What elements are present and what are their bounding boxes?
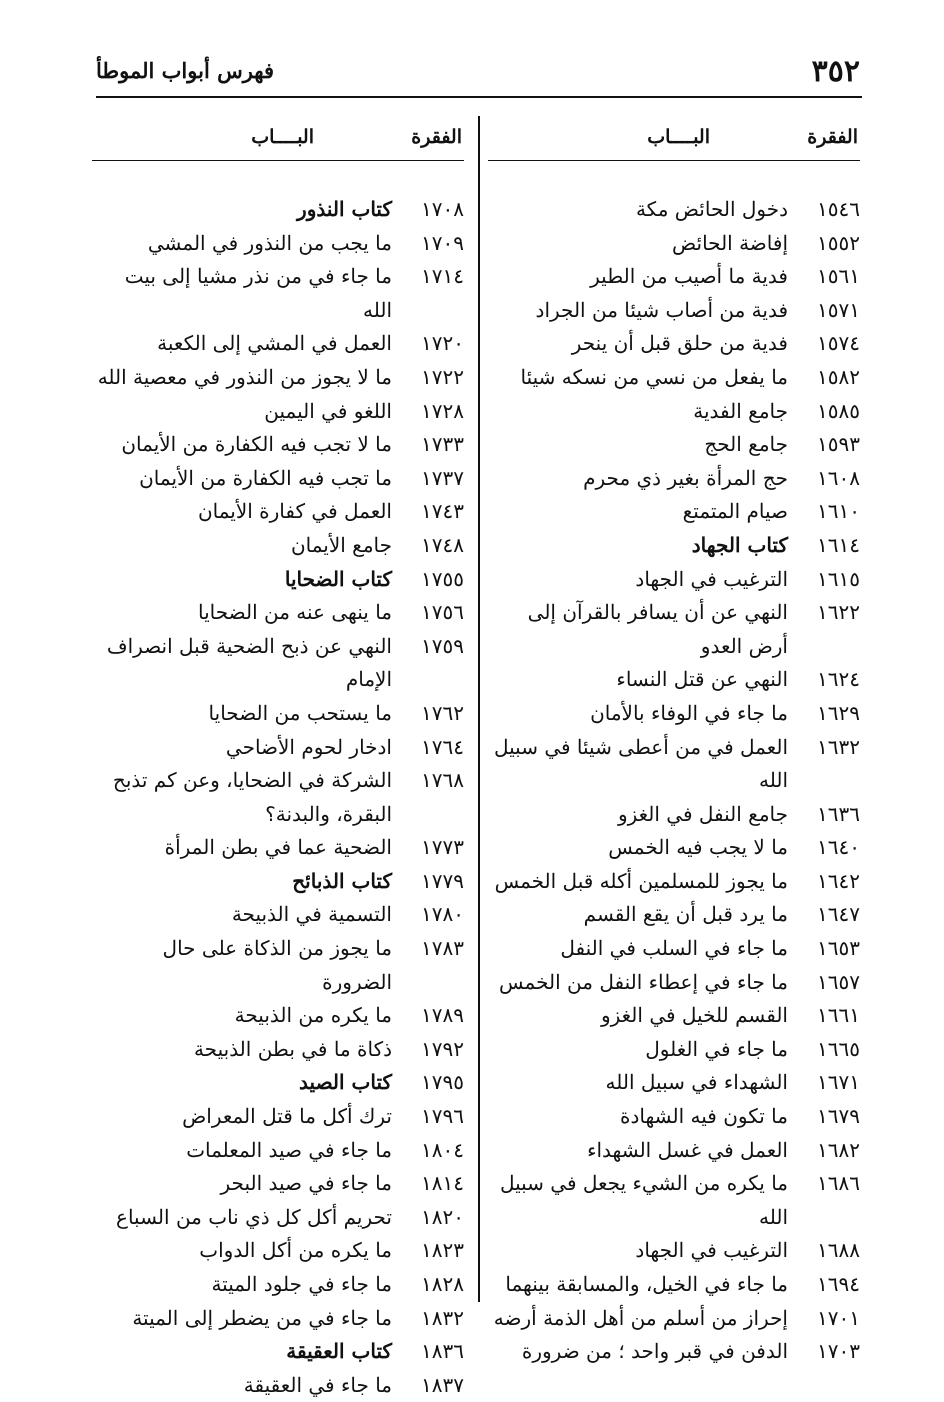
chapter-title: العمل في المشي إلى الكعبة: [157, 331, 392, 356]
chapter-title: العمل في من أعطى شيئا في سبيل الله: [493, 734, 788, 793]
chapter-title: ترك أكل ما قتل المعراض: [182, 1104, 392, 1129]
chapter-title: العمل في غسل الشهداء: [587, 1137, 788, 1162]
chapter-entry: [92, 697, 464, 731]
chapter-entry: [92, 630, 464, 697]
chapter-title: اللغو في اليمين: [264, 398, 392, 423]
chapter-entry: [488, 697, 860, 731]
chapter-title: فدية من حلق قبل أن ينحر: [571, 331, 788, 356]
chapter-entry: [488, 462, 860, 496]
chapter-title: الترغيب في الجهاد: [635, 566, 788, 591]
chapter-title: ما يرد قبل أن يقع القسم: [583, 902, 788, 927]
chapter-entry: [488, 596, 860, 663]
paragraph-number: ١٨٣٧: [421, 1372, 464, 1397]
paragraph-number: ١٦٥٣: [817, 936, 860, 961]
chapter-entry: [92, 1268, 464, 1302]
paragraph-number: ١٧٤٣: [421, 499, 464, 524]
chapter-title: ما جاء في إعطاء النفل من الخمس: [499, 969, 788, 994]
chapter-title: الضحية عما في بطن المرأة: [164, 835, 392, 860]
chapter-title: ما يكره من أكل الدواب: [199, 1238, 392, 1263]
paragraph-number: ١٧٨٩: [421, 1003, 464, 1028]
chapter-title: ادخار لحوم الأضاحي: [225, 734, 392, 759]
chapter-title: جامع الحج: [704, 432, 788, 457]
paragraph-number: ١٦٤٧: [817, 902, 860, 927]
book-title: كتاب النذور: [297, 197, 392, 221]
paragraph-number: ١٨٣٦: [421, 1339, 464, 1364]
paragraph-number: ١٦٨٢: [817, 1137, 860, 1162]
chapter-title: ما جاء في الخيل، والمسابقة بينهما: [505, 1272, 788, 1296]
paragraph-number: ١٧٣٣: [421, 432, 464, 457]
paragraph-number: ١٦٤٢: [817, 868, 860, 893]
chapter-title: ما جاء في الغلول: [645, 1036, 788, 1061]
chapter-title: ما جاء في صيد المعلمات: [186, 1137, 392, 1162]
chapter-entry: [488, 1268, 860, 1302]
chapter-entry: [92, 495, 464, 529]
paragraph-number: ١٧٠١: [817, 1305, 860, 1330]
chapter-entry: [92, 596, 464, 630]
chapter-entry: [488, 999, 860, 1033]
paragraph-number: ١٧٧٣: [421, 835, 464, 860]
paragraph-number: ١٦٧١: [817, 1070, 860, 1095]
paragraph-number: ١٥٥٢: [817, 230, 860, 255]
index-column-left: [92, 116, 464, 1402]
paragraph-number: ١٦٢٢: [817, 600, 860, 625]
paragraph-number: ١٥٩٣: [817, 432, 860, 457]
paragraph-number: ١٨٢٨: [421, 1272, 464, 1296]
paragraph-number: ١٧٤٨: [421, 532, 464, 557]
chapter-title: النهي عن قتل النساء: [616, 667, 788, 692]
chapter-title: ما جاء في من نذر مشيا إلى بيت الله: [124, 264, 392, 322]
paragraph-number: ١٧٦٨: [421, 768, 464, 793]
paragraph-number: ١٦٥٧: [817, 969, 860, 994]
chapter-entry: [488, 932, 860, 966]
page-header: [96, 52, 860, 92]
chapter-title: إحراز من أسلم من أهل الذمة أرضه: [493, 1305, 788, 1330]
header-divider: [96, 96, 862, 98]
chapter-entry: [92, 327, 464, 361]
book-title: كتاب الذبائح: [292, 868, 392, 893]
chapter-entry: [92, 1167, 464, 1201]
paragraph-number: ١٨١٤: [421, 1171, 464, 1196]
chapter-entry: [92, 932, 464, 999]
chapter-title: النهي عن أن يسافر بالقرآن إلى أرض العدو: [527, 600, 788, 658]
entry-list: [488, 193, 860, 1369]
chapter-entry: [488, 1134, 860, 1168]
chapter-entry: [92, 260, 464, 327]
chapter-title: ما يجب من النذور في المشي: [147, 230, 392, 255]
chapter-entry: [92, 1201, 464, 1235]
chapter-header: البــــاب: [647, 126, 710, 148]
paragraph-number: ١٦٢٤: [817, 667, 860, 692]
chapter-entry: [92, 1134, 464, 1168]
paragraph-number: ١٦٠٨: [817, 465, 860, 490]
book-heading-entry: [92, 1066, 464, 1100]
chapter-title: القسم للخيل في الغزو: [600, 1003, 788, 1028]
chapter-title: ما لا تجب فيه الكفارة من الأيمان: [121, 432, 392, 457]
paragraph-number: ١٦٨٨: [817, 1238, 860, 1263]
paragraph-number: ١٥٦١: [817, 264, 860, 289]
paragraph-number: ١٦٢٩: [817, 700, 860, 725]
chapter-title: صيام المتمتع: [682, 499, 788, 524]
book-heading-entry: [92, 1335, 464, 1369]
paragraph-number: ١٦٦١: [817, 1003, 860, 1028]
chapter-entry: [92, 831, 464, 865]
paragraph-number: ١٧٧٩: [421, 868, 464, 893]
paragraph-number-header: الفقرة: [807, 126, 858, 148]
chapter-entry: [92, 361, 464, 395]
chapter-title: ما يكره من الذبيحة: [234, 1003, 392, 1028]
paragraph-number: ١٥٨٢: [817, 364, 860, 389]
running-title: فهرس أبواب الموطأ: [96, 58, 275, 83]
chapter-entry: [488, 663, 860, 697]
paragraph-number: ١٦١٤: [817, 532, 860, 557]
chapter-title: الشركة في الضحايا، وعن كم تذبح البقرة، والبدنة؟: [112, 768, 392, 826]
chapter-entry: [488, 563, 860, 597]
paragraph-number: ١٧٢٨: [421, 398, 464, 423]
chapter-entry: [92, 1302, 464, 1336]
chapter-entry: [488, 898, 860, 932]
paragraph-number: ١٨٢٣: [421, 1238, 464, 1263]
chapter-title: ما يجوز من الذكاة على حال الضرورة: [162, 936, 392, 994]
chapter-entry: [92, 428, 464, 462]
paragraph-number: ١٦٨٦: [817, 1171, 860, 1196]
chapter-entry: [488, 428, 860, 462]
paragraph-number: ١٦٩٤: [817, 1272, 860, 1296]
paragraph-number: ١٦٧٩: [817, 1104, 860, 1129]
chapter-title: دخول الحائض مكة: [635, 197, 788, 221]
chapter-title: ما لا يجوز من النذور في معصية الله: [97, 364, 392, 389]
chapter-entry: [488, 193, 860, 227]
chapter-title: ما يستحب من الضحايا: [208, 700, 392, 725]
chapter-entry: [488, 1335, 860, 1369]
chapter-title: النهي عن ذبح الضحية قبل انصراف الإمام: [106, 633, 392, 692]
chapter-header: البــــاب: [251, 126, 314, 148]
paragraph-number: ١٧٦٢: [421, 700, 464, 725]
chapter-title: ما جاء في العقيقة: [243, 1372, 392, 1397]
paragraph-number: ١٦١٥: [817, 566, 860, 591]
chapter-title: ما يجوز للمسلمين أكله قبل الخمس: [494, 868, 788, 893]
paragraph-number: ١٨٠٤: [421, 1137, 464, 1162]
chapter-entry: [488, 831, 860, 865]
column-header-divider: [488, 160, 860, 161]
chapter-title: ما يكره من الشيء يجعل في سبيل الله: [499, 1171, 788, 1229]
book-heading-entry: [488, 529, 860, 563]
chapter-entry: [488, 1100, 860, 1134]
paragraph-number: ١٥٨٥: [817, 398, 860, 423]
paragraph-number: ١٧٠٣: [817, 1339, 860, 1364]
chapter-title: جامع الأيمان: [290, 532, 392, 557]
paragraph-number: ١٨٣٢: [421, 1305, 464, 1330]
chapter-title: الشهداء في سبيل الله: [605, 1070, 788, 1095]
chapter-title: جامع الفدية: [693, 398, 788, 423]
chapter-title: تحريم أكل كل ذي ناب من السباع: [116, 1204, 392, 1229]
chapter-title: فدية ما أصيب من الطير: [590, 264, 788, 289]
chapter-title: الدفن في قبر واحد ؛ من ضرورة: [521, 1339, 788, 1364]
paragraph-number: ١٥٧٤: [817, 331, 860, 356]
chapter-entry: [92, 731, 464, 765]
chapter-entry: [92, 898, 464, 932]
chapter-entry: [92, 1369, 464, 1402]
paragraph-number: ١٧٠٨: [421, 197, 464, 221]
chapter-entry: [488, 327, 860, 361]
paragraph-number: ١٧٩٢: [421, 1036, 464, 1061]
chapter-title: ما يفعل من نسي من نسكه شيئا: [520, 364, 788, 389]
paragraph-number: ١٧٥٩: [421, 633, 464, 658]
book-title: كتاب العقيقة: [286, 1339, 392, 1364]
chapter-title: ذكاة ما في بطن الذبيحة: [193, 1036, 392, 1061]
chapter-title: ما جاء في الوفاء بالأمان: [590, 700, 788, 725]
column-header-divider: [92, 160, 464, 161]
chapter-entry: [488, 1066, 860, 1100]
chapter-entry: [488, 395, 860, 429]
chapter-title: ما جاء في السلب في النفل: [560, 936, 788, 961]
paragraph-number: ١٧٢٢: [421, 364, 464, 389]
paragraph-number: ١٧٥٦: [421, 600, 464, 625]
page-number: ٣٥٢: [811, 54, 860, 89]
paragraph-number: ١٧٨٣: [421, 936, 464, 961]
paragraph-number: ١٧٩٦: [421, 1104, 464, 1129]
book-title: كتاب الصيد: [299, 1070, 392, 1095]
chapter-entry: [92, 529, 464, 563]
chapter-entry: [488, 495, 860, 529]
paragraph-number: ١٦٤٠: [817, 835, 860, 860]
paragraph-number: ١٥٧١: [817, 297, 860, 322]
paragraph-number: ١٦٣٦: [817, 801, 860, 826]
paragraph-number: ١٧٨٠: [421, 902, 464, 927]
chapter-title: ما جاء في صيد البحر: [220, 1171, 392, 1196]
paragraph-number: ١٧٣٧: [421, 465, 464, 490]
chapter-entry: [92, 764, 464, 831]
book-title: كتاب الضحايا: [284, 566, 392, 591]
column-divider: [478, 116, 480, 1302]
chapter-title: ما ينهى عنه من الضحايا: [197, 600, 392, 625]
paragraph-number: ١٧٩٥: [421, 1070, 464, 1095]
chapter-entry: [92, 395, 464, 429]
chapter-entry: [488, 1234, 860, 1268]
chapter-title: ما تجب فيه الكفارة من الأيمان: [139, 465, 392, 490]
chapter-entry: [488, 1167, 860, 1234]
chapter-title: جامع النفل في الغزو: [617, 801, 788, 826]
book-heading-entry: [92, 865, 464, 899]
chapter-entry: [92, 227, 464, 261]
chapter-title: التسمية في الذبيحة: [231, 902, 392, 927]
paragraph-number: ١٧٠٩: [421, 230, 464, 255]
chapter-title: العمل في كفارة الأيمان: [197, 499, 392, 524]
chapter-title: الترغيب في الجهاد: [635, 1238, 788, 1263]
chapter-entry: [92, 1100, 464, 1134]
chapter-title: ما جاء في جلود الميتة: [211, 1272, 392, 1296]
chapter-title: ما لا يجب فيه الخمس: [608, 835, 788, 860]
paragraph-number: ١٧٢٠: [421, 331, 464, 356]
chapter-entry: [488, 731, 860, 798]
chapter-entry: [488, 865, 860, 899]
paragraph-number: ١٧١٤: [421, 264, 464, 289]
chapter-entry: [92, 999, 464, 1033]
paragraph-number: ١٦٦٥: [817, 1036, 860, 1061]
chapter-entry: [488, 361, 860, 395]
column-header: [92, 116, 464, 156]
chapter-entry: [92, 462, 464, 496]
chapter-title: ما تكون فيه الشهادة: [619, 1104, 788, 1129]
paragraph-number: ١٥٤٦: [817, 197, 860, 221]
paragraph-number: ١٨٢٠: [421, 1204, 464, 1229]
chapter-entry: [488, 966, 860, 1000]
chapter-entry: [488, 294, 860, 328]
book-heading-entry: [92, 563, 464, 597]
paragraph-number: ١٦١٠: [817, 499, 860, 524]
entry-list: [92, 193, 464, 1402]
chapter-entry: [488, 1302, 860, 1336]
chapter-entry: [92, 1033, 464, 1067]
chapter-title: ما جاء في من يضطر إلى الميتة: [132, 1305, 392, 1330]
chapter-title: فدية من أصاب شيئا من الجراد: [535, 297, 788, 322]
paragraph-number: ١٧٥٥: [421, 566, 464, 591]
chapter-title: إفاضة الحائض: [672, 230, 788, 255]
paragraph-number-header: الفقرة: [411, 126, 462, 148]
column-header: [488, 116, 860, 156]
book-title: كتاب الجهاد: [691, 532, 788, 557]
chapter-title: حج المرأة بغير ذي محرم: [583, 465, 788, 490]
paragraph-number: ١٧٦٤: [421, 734, 464, 759]
index-column-right: [488, 116, 860, 1369]
book-heading-entry: [92, 193, 464, 227]
paragraph-number: ١٦٣٢: [817, 734, 860, 759]
chapter-entry: [92, 1234, 464, 1268]
chapter-entry: [488, 260, 860, 294]
chapter-entry: [488, 798, 860, 832]
chapter-entry: [488, 227, 860, 261]
chapter-entry: [488, 1033, 860, 1067]
